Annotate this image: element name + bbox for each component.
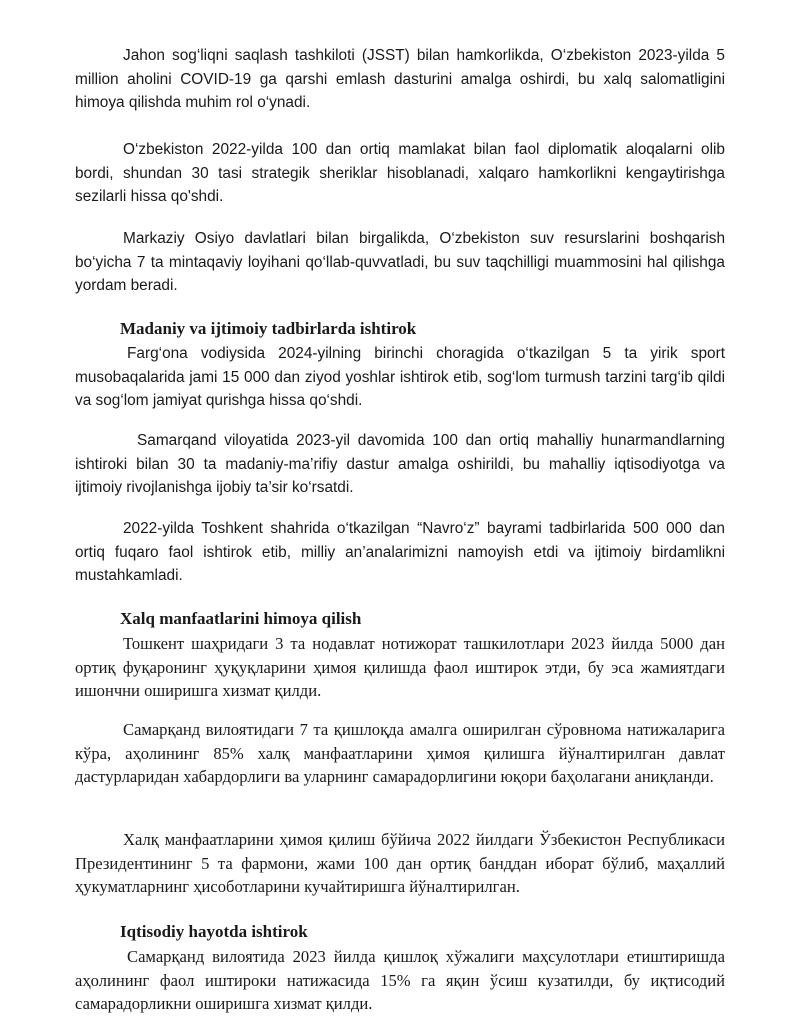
paragraph-tashkent-ngos: Тошкент шаҳридаги 3 та нодавлат нотижорат ташкилотлари 2023 йилда 5000 дан ортиқ фуқаронинг ҳуқуқларини ҳимоя қилишда фаол иштирок этди, бу эса жамиятдаги ишончни оширишга хизмат қилди. [75,634,725,700]
paragraph-samarkand-crafts: Samarqand viloyatida 2023-yil davomida 100 dan ortiq mahalliy hunarmandlarning ishtiroki bilan 30 ta madaniy-ma’rifiy dastur amalga oshirildi, bu mahalliy iqtisodiyotga va ijtimoiy rivojlanishga ijobiy ta’sir ko‘rsatdi. [75,432,725,496]
paragraph-samarkand-survey: Самарқанд вилоятидаги 7 та қишлоқда амалга оширилган сўровнома натижаларига кўра, аҳолининг 85% халқ манфаатларини ҳимоя қилишга йўналтирилган давлат дастурларидан хабардорлиги ва уларнинг самарадорлигини юқори баҳолагани аниқланди. [75,720,725,786]
section-heading-madaniy: Madaniy va ijtimoiy tadbirlarda ishtirok [120,319,417,338]
paragraph-agriculture-growth: Самарқанд вилоятида 2023 йилда қишлоқ хўжалиги маҳсулотлари етиштиришда аҳолининг фаол иштироки натижасида 15% га яқин ўсиш кузатилди, бу иқтисодий самарадорликни оширишга хизмат қилди. [75,947,725,1013]
section-heading-xalq: Xalq manfaatlarini himoya qilish [120,609,362,628]
paragraph-navruz-festival: 2022-yilda Toshkent shahrida o‘tkazilgan “Navro‘z” bayrami tadbirlarida 500 000 dan ortiq fuqaro faol ishtirok etib, milliy an’analarimizni namoyish etdi va ijtimoiy birdamlikni mustahkamladi. [75,520,725,584]
paragraph-presidential-decrees: Халқ манфаатларини ҳимоя қилиш бўйича 2022 йилдаги Ўзбекистон Республикаси Президентининг 5 та фармони, жами 100 дан ортиқ банддан иборат бўлиб, маҳаллий ҳукуматларнинг ҳисоботларини кучайтиришга йўналтирилган. [75,830,725,896]
paragraph-jsst-vaccination: Jahon sog‘liqni saqlash tashkiloti (JSST) bilan hamkorlikda, O‘zbekiston 2023-yilda 5 million aholini COVID-19 ga qarshi emlash dasturini amalga oshirdi, bu xalq salomatligini himoya qilishda muhim rol o‘ynadi. [75,47,725,111]
paragraph-water-resources: Markaziy Osiyo davlatlari bilan birgalikda, O‘zbekiston suv resurslarini boshqarish bo‘yicha 7 ta mintaqaviy loyihani qo‘llab-quvvatladi, bu suv taqchilligi muammosini hal qilishga yordam beradi. [75,230,725,294]
section-heading-iqtisodiy: Iqtisodiy hayotda ishtirok [120,922,308,941]
paragraph-diplomatic-relations: O‘zbekiston 2022-yilda 100 dan ortiq mamlakat bilan faol diplomatik aloqalarni olib bordi, shundan 30 tasi strategik sheriklar hisoblanadi, xalqaro hamkorlikni kengaytirishga sezilarli hissa qo'shdi. [75,141,725,205]
paragraph-fergana-sports: Farg‘ona vodiysida 2024-yilning birinchi choragida o‘tkazilgan 5 ta yirik sport musobaqalarida jami 15 000 dan ziyod yoshlar ishtirok etib, sog‘lom turmush tarzini targ‘ib qildi va sog‘lom jamiyat qurishga hissa qo‘shdi. [75,345,725,409]
